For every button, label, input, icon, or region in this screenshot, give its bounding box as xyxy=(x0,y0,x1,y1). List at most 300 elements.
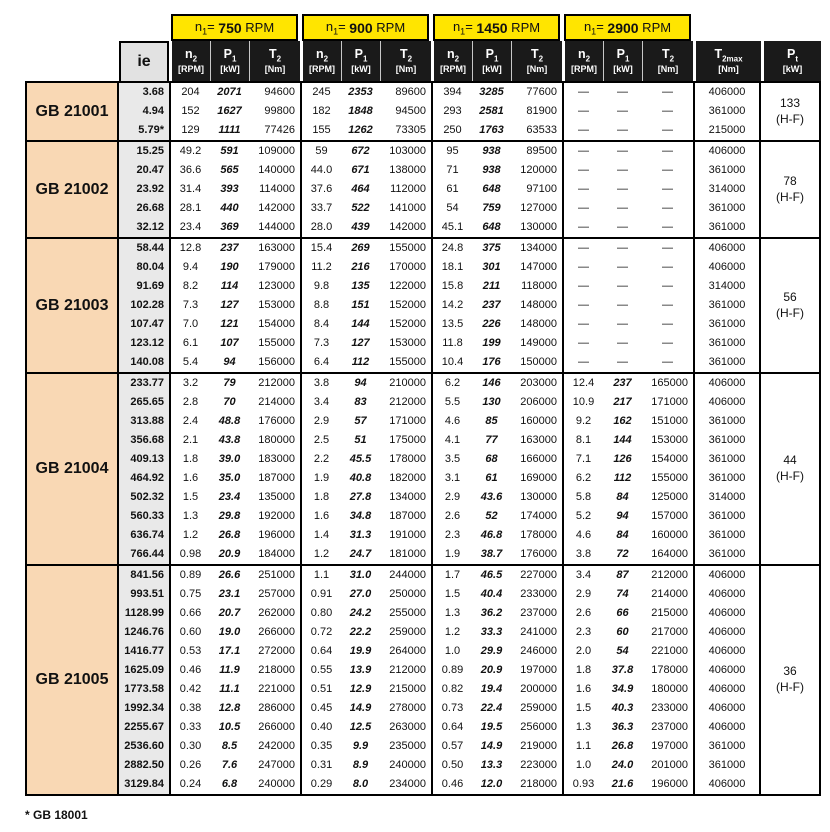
n2-value: 2.1 xyxy=(169,431,210,450)
p1-value: 439 xyxy=(351,221,370,233)
n2-value: 0.50 xyxy=(431,756,472,775)
ie-value: 1246.76 xyxy=(119,623,169,642)
group-rows xyxy=(119,566,761,794)
model-label: GB 21004 xyxy=(25,374,119,564)
n2-value: 44.0 xyxy=(300,161,341,180)
n2-value: 1.3 xyxy=(562,718,603,737)
n2-value: 1.6 xyxy=(300,507,341,526)
p1-value: 13.9 xyxy=(349,664,372,676)
n2-value: 0.26 xyxy=(169,756,210,775)
t2-value: — xyxy=(662,337,673,349)
table-row xyxy=(119,161,761,180)
t2-value: 191000 xyxy=(389,529,426,541)
t2max-value: 406000 xyxy=(693,83,761,102)
t2max-value: 406000 xyxy=(693,566,761,585)
p1-value: 8.9 xyxy=(352,759,369,771)
n2-value: 3.4 xyxy=(562,566,603,585)
n2-value: 1.9 xyxy=(300,469,341,488)
t2-value: 212000 xyxy=(258,377,295,389)
n2-value: 2.5 xyxy=(300,431,341,450)
p1-value: 464 xyxy=(351,183,370,195)
ie-value: 356.68 xyxy=(119,431,169,450)
p1-value: 12.9 xyxy=(349,683,372,695)
t2-value: 130000 xyxy=(520,491,557,503)
t2max-value: 406000 xyxy=(693,374,761,393)
p1-value: — xyxy=(617,183,628,195)
t2-value: 237000 xyxy=(651,721,688,733)
p1-value: 393 xyxy=(220,183,239,195)
t2-value: 184000 xyxy=(258,548,295,560)
table-row xyxy=(119,218,761,237)
t2-value: 171000 xyxy=(389,415,426,427)
t2-value: 150000 xyxy=(520,356,557,368)
p1-value: 24.7 xyxy=(349,548,372,560)
t2max-value: 361000 xyxy=(693,412,761,431)
t2-value: 127000 xyxy=(520,202,557,214)
p1-value: 759 xyxy=(482,202,501,214)
t2max-value: 361000 xyxy=(693,218,761,237)
t2-value: 233000 xyxy=(520,588,557,600)
t2-value: — xyxy=(662,242,673,254)
n2-value: 1.4 xyxy=(300,526,341,545)
n2-value: 0.64 xyxy=(300,642,341,661)
p1-value: 7.6 xyxy=(221,759,238,771)
p1-value: 522 xyxy=(351,202,370,214)
p1-value: 20.9 xyxy=(480,664,503,676)
t2-value: 179000 xyxy=(258,261,295,273)
table-row xyxy=(119,412,761,431)
n2-value: 1.3 xyxy=(431,604,472,623)
n2-value: 1.8 xyxy=(300,488,341,507)
t2max-value: 406000 xyxy=(693,604,761,623)
p1-value: 648 xyxy=(482,183,501,195)
ie-value: 140.08 xyxy=(119,353,169,372)
n2-value: — xyxy=(562,296,603,315)
p1-value: 24.0 xyxy=(611,759,634,771)
p1-value: 190 xyxy=(220,261,239,273)
n2-value: 2.3 xyxy=(431,526,472,545)
p1-value: 2353 xyxy=(348,86,373,98)
n2-value: 0.89 xyxy=(431,661,472,680)
t2-value: 153000 xyxy=(258,299,295,311)
n2-value: 5.2 xyxy=(562,507,603,526)
n2-value: 0.89 xyxy=(169,566,210,585)
p1-value: 135 xyxy=(351,280,370,292)
t2-value: 264000 xyxy=(389,645,426,657)
t2-value: 221000 xyxy=(651,645,688,657)
t2-value: 263000 xyxy=(389,721,426,733)
n2-value: 0.66 xyxy=(169,604,210,623)
n2-value: 0.38 xyxy=(169,699,210,718)
n2-value: 15.8 xyxy=(431,277,472,296)
p1-value: 77 xyxy=(485,434,498,446)
t2max-value: 361000 xyxy=(693,507,761,526)
p1-value: 36.2 xyxy=(480,607,503,619)
n2-value: 182 xyxy=(300,102,341,121)
t2-value: 214000 xyxy=(258,396,295,408)
t2-value: 163000 xyxy=(520,434,557,446)
p1-value: 114 xyxy=(220,280,239,292)
t2-value: 187000 xyxy=(389,510,426,522)
n2-value: 2.8 xyxy=(169,393,210,412)
t2max-value: 314000 xyxy=(693,180,761,199)
p1-value: 369 xyxy=(220,221,239,233)
n2-value: 1.1 xyxy=(300,566,341,585)
group-rows xyxy=(119,239,761,372)
n2-value: 8.1 xyxy=(562,431,603,450)
n2-value: 9.4 xyxy=(169,258,210,277)
n2-value: 2.3 xyxy=(562,623,603,642)
t2-value: 241000 xyxy=(520,626,557,638)
n2-value: 0.57 xyxy=(431,737,472,756)
t2-value: 178000 xyxy=(651,664,688,676)
t2-value: 152000 xyxy=(389,318,426,330)
n2-value: 10.4 xyxy=(431,353,472,372)
t2-value: 81900 xyxy=(526,105,557,117)
n2-value: 2.0 xyxy=(562,642,603,661)
table-row xyxy=(119,142,761,161)
t2-value: 197000 xyxy=(651,740,688,752)
n2-value: 1.8 xyxy=(169,450,210,469)
p1-value: — xyxy=(617,280,628,292)
t2-value: 210000 xyxy=(389,377,426,389)
n2-value: 0.80 xyxy=(300,604,341,623)
ie-value: 265.65 xyxy=(119,393,169,412)
p1-value: 19.0 xyxy=(218,626,241,638)
t2max-value: 361000 xyxy=(693,526,761,545)
p1-value: 20.7 xyxy=(218,607,241,619)
n2-value: 0.35 xyxy=(300,737,341,756)
t2-value: 246000 xyxy=(520,645,557,657)
rpm-bar-slot xyxy=(169,14,300,41)
t2-value: 163000 xyxy=(258,242,295,254)
t2-value: 235000 xyxy=(389,740,426,752)
n2-value: 5.8 xyxy=(562,488,603,507)
ie-value: 1416.77 xyxy=(119,642,169,661)
t2-value: 219000 xyxy=(520,740,557,752)
ie-value: 107.47 xyxy=(119,315,169,334)
rpm-bar-slot xyxy=(562,14,693,41)
p1-value: 27.0 xyxy=(349,588,372,600)
p1-value: 23.1 xyxy=(218,588,241,600)
p1-value: 2581 xyxy=(479,105,504,117)
pt-rating-value: 78 xyxy=(783,173,797,188)
n2-value: 4.1 xyxy=(431,431,472,450)
t2-value: — xyxy=(662,356,673,368)
t2max-value: 314000 xyxy=(693,277,761,296)
t2-value: 250000 xyxy=(389,588,426,600)
p1-value: 12.0 xyxy=(480,778,503,790)
ie-value: 26.68 xyxy=(119,199,169,218)
n2-value: 3.1 xyxy=(431,469,472,488)
t2-value: 212000 xyxy=(389,664,426,676)
col-header-t2-2900: $T_2$ [Nm] xyxy=(642,41,693,81)
n2-value: — xyxy=(562,277,603,296)
table-body xyxy=(25,81,821,796)
n2-value: 45.1 xyxy=(431,218,472,237)
p1-value: 34.8 xyxy=(349,510,372,522)
pt-rating-note: (H-F) xyxy=(776,680,804,694)
t2-value: 259000 xyxy=(520,702,557,714)
t2-value: — xyxy=(662,164,673,176)
t2-value: 221000 xyxy=(258,683,295,695)
p1-value: 19.5 xyxy=(480,721,503,733)
t2max-value: 361000 xyxy=(693,353,761,372)
t2-value: 94500 xyxy=(395,105,426,117)
n2-value: 7.1 xyxy=(562,450,603,469)
p1-value: — xyxy=(617,318,628,330)
model-label: GB 21001 xyxy=(25,83,119,140)
t2-value: 206000 xyxy=(520,396,557,408)
t2-value: 149000 xyxy=(520,337,557,349)
t2-value: — xyxy=(662,105,673,117)
t2max-value: 406000 xyxy=(693,142,761,161)
t2-value: 218000 xyxy=(520,778,557,790)
ie-value: 4.94 xyxy=(119,102,169,121)
p1-value: 46.8 xyxy=(480,529,503,541)
n2-value: — xyxy=(562,239,603,258)
t2-value: — xyxy=(662,261,673,273)
ie-value: 464.92 xyxy=(119,469,169,488)
n2-value: 1.2 xyxy=(169,526,210,545)
t2-value: 203000 xyxy=(520,377,557,389)
t2-value: 176000 xyxy=(520,548,557,560)
p1-value: 1627 xyxy=(217,105,242,117)
table-row xyxy=(119,604,761,623)
n2-value: 2.2 xyxy=(300,450,341,469)
ie-value: 123.12 xyxy=(119,334,169,353)
table-row xyxy=(119,642,761,661)
p1-value: — xyxy=(617,299,628,311)
p1-value: 23.4 xyxy=(218,491,241,503)
t2max-value: 361000 xyxy=(693,296,761,315)
t2-value: 218000 xyxy=(258,664,295,676)
p1-value: 54 xyxy=(616,645,629,657)
p1-value: 112 xyxy=(613,472,632,484)
t2-value: 169000 xyxy=(520,472,557,484)
t2-value: 94600 xyxy=(264,86,295,98)
n2-value: 0.33 xyxy=(169,718,210,737)
t2max-value: 406000 xyxy=(693,585,761,604)
p1-value: — xyxy=(617,337,628,349)
n2-value: 3.4 xyxy=(300,393,341,412)
n2-value: 11.2 xyxy=(300,258,341,277)
p1-value: 1763 xyxy=(479,124,504,136)
t2-value: 142000 xyxy=(389,221,426,233)
n2-value: 4.6 xyxy=(431,412,472,431)
table-row xyxy=(119,121,761,140)
p1-value: 84 xyxy=(616,529,629,541)
t2max-value: 406000 xyxy=(693,393,761,412)
t2-value: 215000 xyxy=(389,683,426,695)
t2-value: 153000 xyxy=(651,434,688,446)
table-row xyxy=(119,661,761,680)
t2-value: 201000 xyxy=(651,759,688,771)
p1-value: 57 xyxy=(354,415,367,427)
n2-value: 8.8 xyxy=(300,296,341,315)
rpm-header-1450: $n_1=$ 1450 RPM xyxy=(433,14,560,41)
table-row xyxy=(119,374,761,393)
p1-value: 29.8 xyxy=(218,510,241,522)
n2-value: 0.75 xyxy=(169,585,210,604)
ie-value: 58.44 xyxy=(119,239,169,258)
table-row xyxy=(119,296,761,315)
p1-value: — xyxy=(617,164,628,176)
t2-value: 237000 xyxy=(520,607,557,619)
n2-value: — xyxy=(562,161,603,180)
p1-value: 46.5 xyxy=(480,569,503,581)
p1-value: 37.8 xyxy=(611,664,634,676)
p1-value: 226 xyxy=(482,318,501,330)
n2-value: 0.30 xyxy=(169,737,210,756)
t2-value: 217000 xyxy=(651,626,688,638)
t2-value: 63533 xyxy=(526,124,557,136)
t2-value: — xyxy=(662,299,673,311)
rpm-bar-slot xyxy=(300,14,431,41)
n2-value: 24.8 xyxy=(431,239,472,258)
n2-value: 0.91 xyxy=(300,585,341,604)
table-row xyxy=(119,239,761,258)
t2-value: 272000 xyxy=(258,645,295,657)
p1-value: 26.6 xyxy=(218,569,241,581)
ie-value: 766.44 xyxy=(119,545,169,564)
t2-value: 176000 xyxy=(258,415,295,427)
t2-value: 147000 xyxy=(520,261,557,273)
p1-value: 127 xyxy=(220,299,239,311)
p1-value: 565 xyxy=(220,164,239,176)
n2-value: 12.8 xyxy=(169,239,210,258)
p1-value: 126 xyxy=(613,453,632,465)
p1-value: 22.4 xyxy=(480,702,503,714)
table-row xyxy=(119,526,761,545)
p1-value: 43.6 xyxy=(480,491,503,503)
t2-value: 118000 xyxy=(521,280,557,292)
n2-value: 14.2 xyxy=(431,296,472,315)
n2-value: 9.8 xyxy=(300,277,341,296)
t2-value: 183000 xyxy=(258,453,295,465)
ie-value: 32.12 xyxy=(119,218,169,237)
t2-value: 135000 xyxy=(258,491,295,503)
table-row xyxy=(119,431,761,450)
model-group xyxy=(25,564,821,794)
p1-value: 85 xyxy=(485,415,498,427)
n2-value: 1.0 xyxy=(431,642,472,661)
n2-value: 0.24 xyxy=(169,775,210,794)
p1-value: 301 xyxy=(482,261,501,273)
t2max-value: 406000 xyxy=(693,699,761,718)
t2-value: 182000 xyxy=(389,472,426,484)
p1-value: 121 xyxy=(220,318,239,330)
n2-value: 6.2 xyxy=(562,469,603,488)
pt-rating-value: 133 xyxy=(779,95,801,110)
t2-value: 89600 xyxy=(395,86,426,98)
t2-value: 153000 xyxy=(389,337,426,349)
model-group xyxy=(25,81,821,140)
t2-value: 166000 xyxy=(520,453,557,465)
t2-value: 151000 xyxy=(651,415,688,427)
t2max-value: 361000 xyxy=(693,756,761,775)
table-row xyxy=(119,469,761,488)
t2-value: 187000 xyxy=(258,472,295,484)
p1-value: 216 xyxy=(351,261,370,273)
n2-value: 3.8 xyxy=(562,545,603,564)
ie-value: 2536.60 xyxy=(119,737,169,756)
table-row xyxy=(119,756,761,775)
p1-value: 144 xyxy=(351,318,370,330)
p1-value: 39.0 xyxy=(218,453,241,465)
n2-value: 5.4 xyxy=(169,353,210,372)
t2max-value: 406000 xyxy=(693,718,761,737)
n2-value: 2.6 xyxy=(431,507,472,526)
n2-value: 1.2 xyxy=(431,623,472,642)
t2-value: 134000 xyxy=(389,491,426,503)
n2-value: 0.98 xyxy=(169,545,210,564)
t2-value: 256000 xyxy=(520,721,557,733)
p1-value: 26.8 xyxy=(218,529,241,541)
col-header-p1-750: $P_1$ [kW] xyxy=(210,41,249,81)
t2-value: 286000 xyxy=(258,702,295,714)
p1-value: 38.7 xyxy=(480,548,503,560)
n2-value: — xyxy=(562,258,603,277)
p1-value: 43.8 xyxy=(218,434,241,446)
p1-value: 151 xyxy=(351,299,370,311)
t2-value: 140000 xyxy=(258,164,295,176)
t2-value: 242000 xyxy=(258,740,295,752)
n2-value: 7.3 xyxy=(169,296,210,315)
n2-value: 71 xyxy=(431,161,472,180)
p1-value: 31.0 xyxy=(349,569,372,581)
t2-value: 114000 xyxy=(259,183,295,195)
p1-value: 112 xyxy=(351,356,370,368)
p1-value: 11.1 xyxy=(219,683,240,695)
pt-rating xyxy=(761,83,821,140)
col-header-n2-2900: $n_2$ [RPM] xyxy=(562,41,603,81)
t2-value: 215000 xyxy=(651,607,688,619)
t2-value: 160000 xyxy=(520,415,557,427)
t2-value: 141000 xyxy=(389,202,426,214)
p1-value: 87 xyxy=(616,569,629,581)
ie-value: 20.47 xyxy=(119,161,169,180)
p1-value: 671 xyxy=(351,164,370,176)
col-header-pt: $P_t$ [kW] xyxy=(761,41,821,81)
p1-value: 130 xyxy=(482,396,501,408)
n2-value: — xyxy=(562,83,603,102)
p1-value: 9.9 xyxy=(352,740,369,752)
n2-value: 0.73 xyxy=(431,699,472,718)
n2-value: 2.4 xyxy=(169,412,210,431)
rpm-header-2900: $n_1=$ 2900 RPM xyxy=(564,14,691,41)
t2-value: 125000 xyxy=(651,491,688,503)
col-header-n2-1450: $n_2$ [RPM] xyxy=(431,41,472,81)
t2-value: 77426 xyxy=(264,124,295,136)
t2max-value: 361000 xyxy=(693,334,761,353)
table-row xyxy=(119,545,761,564)
p1-value: 237 xyxy=(613,377,632,389)
table-row xyxy=(119,258,761,277)
col-header-n2-750: $n_2$ [RPM] xyxy=(169,41,210,81)
t2-value: 77600 xyxy=(526,86,557,98)
ie-value: 409.13 xyxy=(119,450,169,469)
ie-value: 1128.99 xyxy=(119,604,169,623)
n2-value: 1.7 xyxy=(431,566,472,585)
p1-value: 35.0 xyxy=(218,472,241,484)
pt-rating-note: (H-F) xyxy=(776,469,804,483)
p1-value: 12.5 xyxy=(349,721,372,733)
column-header-row xyxy=(25,41,830,81)
n2-value: 9.2 xyxy=(562,412,603,431)
t2max-value: 406000 xyxy=(693,642,761,661)
col-header-p1-900: $P_1$ [kW] xyxy=(341,41,380,81)
